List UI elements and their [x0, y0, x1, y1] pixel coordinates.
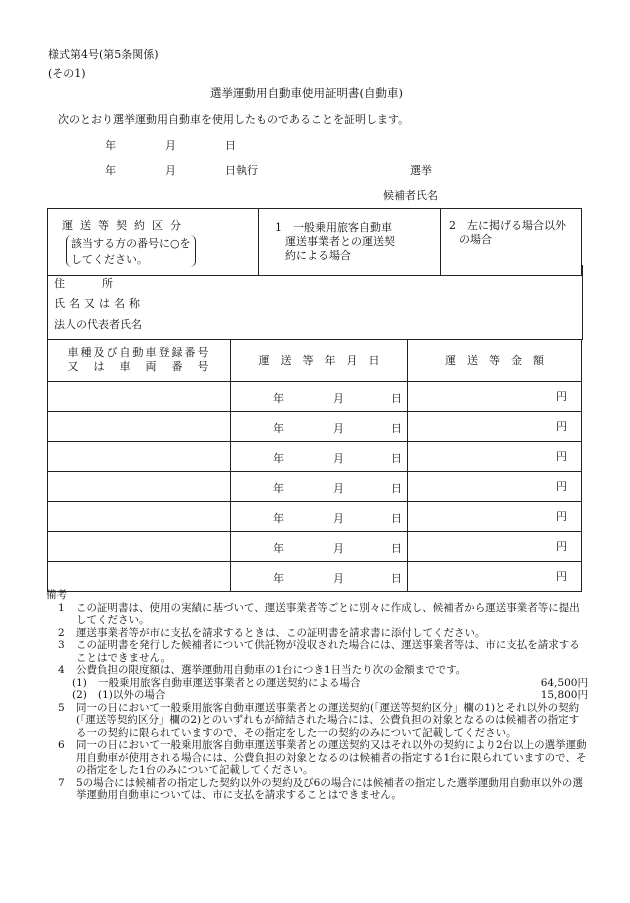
note-7-number: 7 — [58, 776, 65, 789]
row-year: 年 — [273, 421, 284, 435]
form-part: (その1) — [48, 67, 86, 80]
intro-text: 次のとおり選挙運動用自動車を使用したものであることを証明します。 — [58, 113, 410, 126]
amount-cell[interactable] — [408, 441, 582, 471]
row-yen: 円 — [556, 480, 567, 493]
option1-line3: 約による場合 — [285, 249, 351, 262]
note-1-number: 1 — [58, 601, 65, 614]
notes-section — [48, 589, 588, 802]
note-1: この証明書は、使用の実績に基づいて、運送事業者等ごとに別々に作成し、候補者から運送事業者等に提出してください。 — [76, 601, 580, 626]
row-yen: 円 — [556, 450, 567, 463]
date-cell[interactable] — [231, 381, 408, 411]
amount-cell[interactable] — [408, 381, 582, 411]
representative-label: 法人の代表者氏名 — [54, 318, 142, 331]
row-month: 月 — [333, 571, 344, 585]
note-6: 同一の日において一般乗用旅客自動車運送事業者との運送契約又はそれ以外の契約により2台以上の選挙運動用自動車が使用される場合には、公費負担の対象となるのは候補者の指定する1台に限られていますので、その指定をした1台のみについて記載してください。 — [76, 739, 587, 776]
note-4-2-value: 15,800円 — [540, 689, 588, 701]
date-header: 運 送 等 年 月 日 — [231, 339, 408, 381]
note-6-number: 6 — [58, 739, 65, 751]
row-day: 日 — [391, 571, 402, 585]
row-month: 月 — [333, 391, 344, 405]
contract-type-label: 運送等契約区分 — [62, 219, 188, 232]
row-year: 年 — [273, 511, 284, 525]
cert-year-label: 年 — [105, 139, 116, 152]
row-year: 年 — [273, 451, 284, 465]
vehicle-cell[interactable] — [48, 411, 231, 441]
option1-line2: 運送事業者との運送契 — [285, 235, 395, 248]
amount-header: 運 送 等 金 額 — [408, 339, 582, 381]
note-4-2-number: (2) — [72, 689, 87, 701]
vehicle-header-line1: 車種及び自動車登録番号 — [67, 345, 211, 359]
table-row — [48, 411, 582, 441]
amount-cell[interactable] — [408, 411, 582, 441]
note-2-number: 2 — [58, 626, 65, 639]
note-4-1-number: (1) — [72, 676, 87, 689]
table-row — [48, 501, 582, 531]
row-year: 年 — [273, 391, 284, 405]
row-day: 日 — [391, 391, 402, 405]
row-day: 日 — [391, 451, 402, 465]
note-4-number: 4 — [58, 664, 65, 676]
contract-note-line2: してください。 — [71, 253, 148, 266]
option2-line1: 2 左に掲げる場合以外 — [449, 219, 566, 232]
row-month: 月 — [333, 541, 344, 555]
date-cell[interactable] — [231, 561, 408, 591]
vehicle-cell[interactable] — [48, 381, 231, 411]
amount-cell[interactable] — [408, 561, 582, 591]
vehicle-cell[interactable] — [48, 501, 231, 531]
vehicle-cell[interactable] — [48, 471, 231, 501]
row-year: 年 — [273, 571, 284, 585]
name-label: 氏名又は名称 — [54, 297, 144, 310]
date-cell[interactable] — [231, 411, 408, 441]
contract-type-note — [66, 235, 196, 267]
vehicle-cell[interactable] — [48, 441, 231, 471]
election-label: 選挙 — [410, 164, 432, 177]
election-year-label: 年 — [105, 164, 116, 177]
contract-note-line1: 該当する方の番号に○を — [71, 237, 191, 250]
row-month: 月 — [333, 481, 344, 495]
row-yen: 円 — [556, 390, 567, 403]
table-row — [48, 381, 582, 411]
table-row — [48, 471, 582, 501]
notes-heading: 備考 — [46, 589, 67, 601]
vehicle-cell[interactable] — [48, 561, 231, 591]
page-title: 選挙運動用自動車使用証明書(自動車) — [210, 86, 403, 100]
transport-header-row — [48, 339, 582, 381]
amount-cell[interactable] — [408, 471, 582, 501]
date-cell[interactable] — [231, 471, 408, 501]
date-cell[interactable] — [231, 501, 408, 531]
amount-cell[interactable] — [408, 531, 582, 561]
note-4-1-value: 64,500円 — [540, 676, 588, 689]
note-3-number: 3 — [58, 639, 65, 651]
transport-table — [47, 339, 582, 592]
election-month-label: 月 — [165, 164, 176, 177]
note-4: 公費負担の限度額は、選挙運動用自動車の1台につき1日当たり次の金額までです。 — [76, 664, 467, 676]
amount-cell[interactable] — [408, 501, 582, 531]
option1-line1: 1 一般乗用旅客自動車 — [275, 221, 392, 234]
candidate-name-label: 候補者氏名 — [383, 189, 438, 202]
row-day: 日 — [391, 541, 402, 555]
row-month: 月 — [333, 421, 344, 435]
vehicle-header — [48, 339, 231, 381]
row-day: 日 — [391, 421, 402, 435]
note-7: 5の場合には候補者の指定した契約以外の契約及び6の場合には候補者の指定した選挙運動用自動車以外の選挙運動用自動車については、市に支払を請求することはできません。 — [76, 776, 583, 801]
table-row — [48, 531, 582, 561]
date-cell[interactable] — [231, 531, 408, 561]
table-row — [48, 441, 582, 471]
note-4-sub-2 — [48, 689, 588, 702]
row-yen: 円 — [556, 420, 567, 433]
address-label: 住 所 — [54, 277, 114, 290]
election-day-exec-label: 日執行 — [225, 164, 258, 177]
row-day: 日 — [391, 481, 402, 495]
note-5: 同一の日において一般乗用旅客自動車運送事業者との運送契約(「運送等契約区分」欄の1)とそれ以外の契約(「運送等契約区分」欄の2)とのいずれもが締結された場合には、公費負担の対象となるのは候補者の指定する一の契約に限られていますので、その指定をした一の契約のみについて記載してください。 — [76, 701, 580, 739]
row-month: 月 — [333, 511, 344, 525]
row-yen: 円 — [556, 570, 567, 583]
note-3: この証明書を発行した候補者について供託物が没収された場合には、運送事業者等は、市に支払を請求することはできません。 — [76, 639, 580, 664]
row-year: 年 — [273, 481, 284, 495]
note-4-1-text: 一般乗用旅客自動車運送事業者との運送契約による場合 — [98, 676, 361, 689]
cert-day-label: 日 — [225, 139, 236, 152]
row-month: 月 — [333, 451, 344, 465]
row-year: 年 — [273, 541, 284, 555]
option2-line2: の場合 — [459, 233, 492, 246]
vehicle-cell[interactable] — [48, 531, 231, 561]
row-yen: 円 — [556, 510, 567, 523]
date-cell[interactable] — [231, 441, 408, 471]
party-info-box — [47, 265, 583, 340]
note-4-2-text: (1)以外の場合 — [98, 689, 166, 701]
note-2: 運送事業者等が市に支払を請求するときは、この証明書を請求書に添付してください。 — [76, 626, 486, 639]
vehicle-header-line2: 又 は 車 両 番 号 — [67, 359, 211, 373]
cert-month-label: 月 — [165, 139, 176, 152]
table-row — [48, 561, 582, 591]
form-number: 様式第4号(第5条関係) — [48, 48, 159, 61]
note-4-sub-1 — [48, 677, 588, 690]
note-5-number: 5 — [58, 701, 65, 714]
row-day: 日 — [391, 511, 402, 525]
row-yen: 円 — [556, 540, 567, 553]
